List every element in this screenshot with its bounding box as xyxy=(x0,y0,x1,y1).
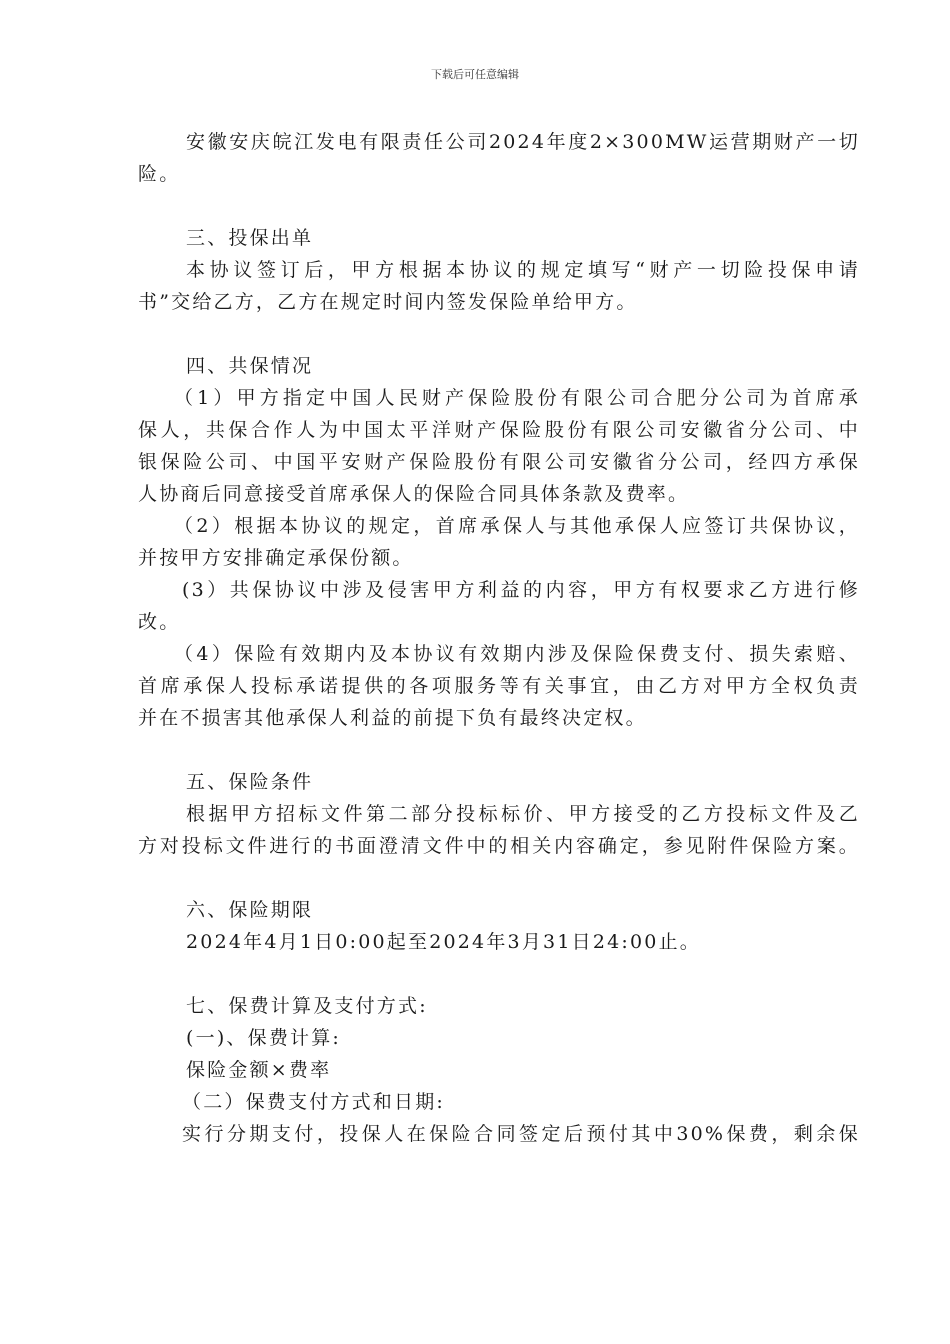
paragraph-line: 改。 xyxy=(138,611,181,633)
header-note: 下载后可任意编辑 xyxy=(431,68,519,81)
paragraph-line: 保险金额×费率 xyxy=(186,1059,332,1081)
document-body xyxy=(138,126,860,1150)
paragraph-line: 2024年4月1日0:00起至2024年3月31日24:00止。 xyxy=(186,931,701,953)
paragraph-line: (3）共保协议中涉及侵害甲方利益的内容，甲方有权要求乙方进行修 xyxy=(182,579,860,601)
section-title: 六、保险期限 xyxy=(186,899,314,921)
paragraph-line: （4）保险有效期内及本协议有效期内涉及保险保费支付、损失索赔、 xyxy=(174,643,860,665)
section-title: 三、投保出单 xyxy=(186,227,314,249)
paragraph-line: 保人，共保合作人为中国太平洋财产保险股份有限公司安徽省分公司、中 xyxy=(138,419,860,441)
subsection-title: （二）保费支付方式和日期: xyxy=(182,1091,446,1113)
paragraph-line: 险。 xyxy=(138,163,181,185)
paragraph-line: 本协议签订后，甲方根据本协议的规定填写“财产一切险投保申请 xyxy=(186,259,860,281)
paragraph-line: 根据甲方招标文件第二部分投标标价、甲方接受的乙方投标文件及乙 xyxy=(186,803,860,825)
paragraph-line: 方对投标文件进行的书面澄清文件中的相关内容确定，参见附件保险方案。 xyxy=(138,835,860,857)
section-title: 五、保险条件 xyxy=(186,771,314,793)
paragraph-line: 人协商后同意接受首席承保人的保险合同具体条款及费率。 xyxy=(138,483,690,505)
section-title: 七、保费计算及支付方式: xyxy=(186,995,428,1017)
paragraph-line: 并按甲方安排确定承保份额。 xyxy=(138,547,414,569)
paragraph-line: （2）根据本协议的规定，首席承保人与其他承保人应签订共保协议， xyxy=(174,515,860,537)
section-title: 四、共保情况 xyxy=(186,355,314,377)
paragraph-line: 首席承保人投标承诺提供的各项服务等有关事宜，由乙方对甲方全权负责 xyxy=(138,675,860,697)
paragraph-line: 银保险公司、中国平安财产保险股份有限公司安徽省分公司，经四方承保 xyxy=(138,451,860,473)
subsection-title: (一)、保费计算: xyxy=(186,1027,342,1049)
paragraph-line: 并在不损害其他承保人利益的前提下负有最终决定权。 xyxy=(138,707,647,729)
paragraph-line: 实行分期支付，投保人在保险合同签定后预付其中30%保费，剩余保 xyxy=(182,1123,860,1145)
paragraph-line: 书”交给乙方，乙方在规定时间内签发保险单给甲方。 xyxy=(138,291,638,313)
paragraph-line: （1）甲方指定中国人民财产保险股份有限公司合肥分公司为首席承 xyxy=(174,387,860,409)
paragraph-line: 安徽安庆皖江发电有限责任公司2024年度2×300MW运营期财产一切 xyxy=(186,131,860,153)
